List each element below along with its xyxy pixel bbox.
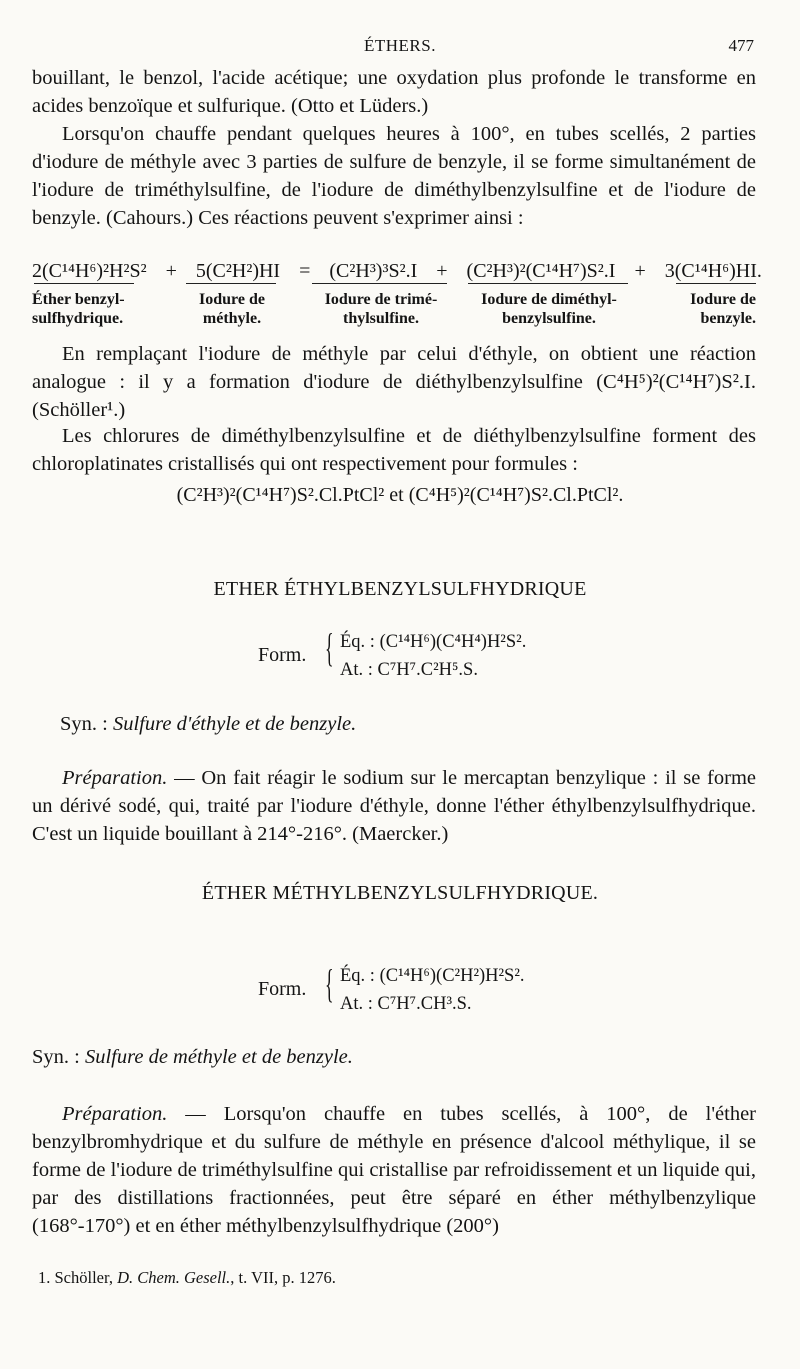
equation-brace-rule bbox=[34, 283, 134, 284]
paragraph-2: Lorsqu'on chauffe pendant quelques heures à 100°, en tubes scellés, 2 parties d'iodure de méthyle avec 3 parties de sulfure de benzyle, il se forme simultanément de l'iodure de triméthylsulfine, de l'iodure de diméthylbenzylsulfine et de l'iodure de benzyle. (Cahours.) Ces réactions peuvent s'exprimer ainsi : bbox=[32, 123, 756, 229]
preparation-paragraph: Préparation. — Lorsqu'on chauffe en tubes scellés, à 100°, de l'éther benzylbromhydrique et du sulfure de méthyle en présence d'alcool méthylique, il se forme de l'iodure de triméthylsulfine qui cristallise par refroidissement et un liquide qui, par des distillations fractionnées, peut être séparé en éther méthylbenzylique (168°-170°) et en éther méthylbenzylsulfhydrique (200°) bbox=[32, 1103, 756, 1237]
equation-operator: + bbox=[436, 260, 448, 282]
equation-brace-rule bbox=[186, 283, 276, 284]
chloroplatinate-formulas: (C²H³)²(C¹⁴H⁷)S².Cl.PtCl² et (C⁴H⁵)²(C¹⁴H⁷)S².Cl.PtCl². bbox=[176, 484, 624, 506]
reaction-equation bbox=[32, 260, 762, 283]
running-header-title: ÉTHERS. bbox=[364, 36, 436, 55]
equation-label: Iodure de méthyle. bbox=[199, 291, 265, 327]
curly-brace: { bbox=[325, 625, 334, 670]
paragraph-4: Les chlorures de diméthylbenzylsulfine et de diéthylbenzylsulfine forment des chloroplatinates cristallisés qui ont respectivement pour formules : bbox=[32, 425, 756, 475]
page-number: 477 bbox=[728, 36, 754, 55]
formula-atomic: At. : C⁷H⁷.C²H⁵.S. bbox=[340, 660, 478, 680]
equation-term: (C²H³)²(C¹⁴H⁷)S².I bbox=[466, 260, 616, 282]
equation-term: 5(C²H²)HI bbox=[195, 260, 281, 282]
curly-brace: { bbox=[325, 961, 334, 1006]
section-title-methylbenzyl: ÉTHER MÉTHYLBENZYLSULFHYDRIQUE. bbox=[201, 882, 599, 904]
section-title-ethylbenzyl: ETHER ÉTHYLBENZYLSULFHYDRIQUE bbox=[213, 578, 587, 600]
equation-label: Iodure de diméthyl- benzylsulfine. bbox=[481, 291, 617, 327]
paragraph-1: bouillant, le benzol, l'acide acétique; une oxydation plus profonde le transforme en acides benzoïque et sulfurique. (Otto et Lüders.) bbox=[32, 67, 756, 117]
preparation-paragraph: Préparation. — On fait réagir le sodium sur le mercaptan benzylique : il se forme un dérivé sodé, qui, traité par l'iodure d'éthyle, donne l'éther éthylbenzylsulfhydrique. C'est un liquide bouillant à 214°-216°. (Maercker.) bbox=[32, 767, 756, 845]
form-label: Form. bbox=[258, 644, 307, 666]
formula-equivalent: Éq. : (C¹⁴H⁶)(C²H²)H²S². bbox=[340, 966, 525, 986]
equation-term: 2(C¹⁴H⁶)²H²S² bbox=[32, 260, 147, 282]
formula-equivalent: Éq. : (C¹⁴H⁶)(C⁴H⁴)H²S². bbox=[340, 632, 527, 652]
equation-label: Éther benzyl- sulfhydrique. bbox=[32, 291, 125, 327]
formula-atomic: At. : C⁷H⁷.CH³.S. bbox=[340, 994, 472, 1014]
equation-label: Iodure de trimé- thylsulfine. bbox=[324, 291, 438, 327]
equation-label: Iodure de benzyle. bbox=[690, 291, 756, 327]
synonym-line: Syn. : Sulfure de méthyle et de benzyle. bbox=[32, 1046, 353, 1068]
equation-operator: = bbox=[299, 260, 311, 282]
paragraph-3: En remplaçant l'iodure de méthyle par celui d'éthyle, on obtient une réaction analogue : il y a formation d'iodure de diéthylbenzylsulfine (C⁴H⁵)²(C¹⁴H⁷)S².I. (Schöller¹.) bbox=[32, 343, 756, 421]
equation-brace-rule bbox=[312, 283, 447, 284]
footnote: 1. Schöller, D. Chem. Gesell., t. VII, p. 1276. bbox=[38, 1268, 336, 1287]
form-label: Form. bbox=[258, 978, 307, 1000]
equation-term: (C²H³)³S².I bbox=[329, 260, 418, 282]
equation-brace-rule bbox=[676, 283, 756, 284]
synonym-line: Syn. : Sulfure d'éthyle et de benzyle. bbox=[60, 713, 357, 735]
equation-operator: + bbox=[634, 260, 646, 282]
equation-term: 3(C¹⁴H⁶)HI. bbox=[664, 260, 762, 282]
equation-operator: + bbox=[165, 260, 177, 282]
equation-brace-rule bbox=[468, 283, 628, 284]
